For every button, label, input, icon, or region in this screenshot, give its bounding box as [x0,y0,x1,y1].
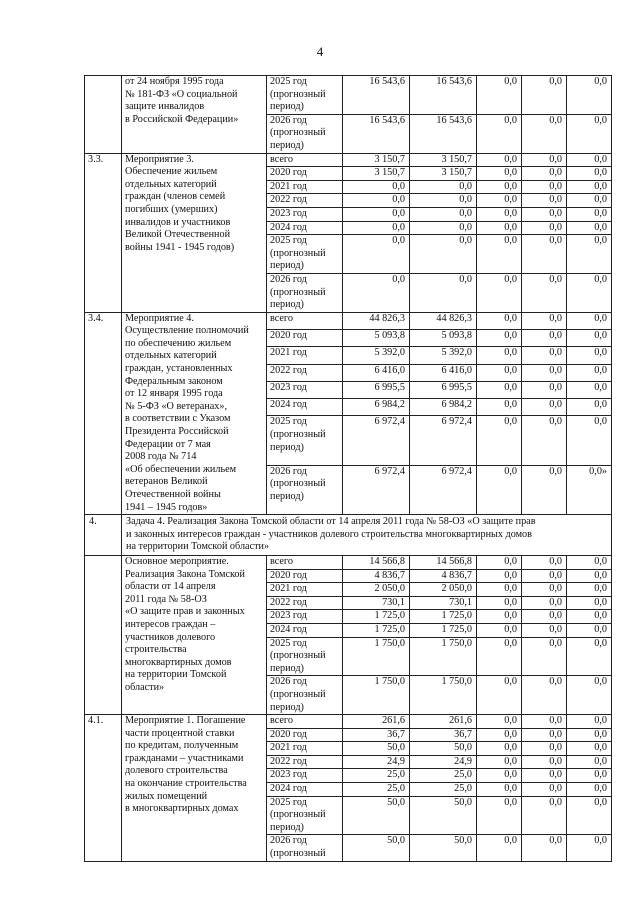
value-cell: 16 543,6 [343,76,410,115]
value-cell: 50,0 [343,742,410,756]
value-cell: 0,0 [567,742,612,756]
period-label: 2021 год [267,347,343,364]
value-cell: 0,0 [522,623,567,637]
value-cell: 0,0 [477,76,522,115]
value-cell: 24,9 [343,755,410,769]
value-cell: 5 392,0 [410,347,477,364]
period-label: 2026 год (прогнозный период) [267,465,343,514]
period-label: 2026 год (прогнозный период) [267,273,343,312]
value-cell: 0,0 [522,207,567,221]
value-cell: 0,0 [567,235,612,274]
task-row [85,515,612,556]
value-cell: 0,0 [567,583,612,597]
period-label: 2026 год (прогнозный период) [267,676,343,715]
value-cell: 1 750,0 [410,637,477,676]
value-cell: 0,0 [522,596,567,610]
value-cell: 0,0 [477,583,522,597]
row-number [85,76,122,154]
value-cell: 0,0 [522,835,567,861]
value-cell: 0,0 [477,555,522,569]
value-cell: 0,0 [343,180,410,194]
value-cell: 0,0 [477,194,522,208]
table-row [85,153,612,167]
period-label: 2022 год [267,755,343,769]
value-cell: 6 984,2 [410,399,477,416]
value-cell: 0,0 [567,416,612,465]
period-label: 2024 год [267,399,343,416]
value-cell: 0,0 [522,742,567,756]
value-cell: 0,0 [567,153,612,167]
measure-name: Мероприятие 1. Погашение части процентной ставки по кредитам, полученным гражданами – участниками долевого строительства на окончание строительства жилых помещений в многоквартирных домах [122,715,267,862]
value-cell: 0,0 [477,114,522,153]
period-label: 2021 год [267,180,343,194]
value-cell: 0,0 [522,416,567,465]
value-cell: 0,0 [477,167,522,181]
value-cell: 6 416,0 [410,364,477,381]
value-cell: 0,0 [567,273,612,312]
value-cell: 0,0 [477,637,522,676]
value-cell: 1 750,0 [343,676,410,715]
value-cell: 0,0 [567,221,612,235]
value-cell: 44 826,3 [343,312,410,329]
value-cell: 0,0 [567,623,612,637]
value-cell: 0,0 [567,399,612,416]
value-cell: 0,0 [567,755,612,769]
period-label: 2022 год [267,364,343,381]
value-cell: 0,0 [567,194,612,208]
value-cell: 0,0 [567,347,612,364]
value-cell: 0,0 [522,167,567,181]
value-cell: 0,0 [477,221,522,235]
value-cell: 0,0» [567,465,612,514]
value-cell: 730,1 [343,596,410,610]
value-cell: 1 750,0 [343,637,410,676]
value-cell: 0,0 [477,755,522,769]
value-cell: 0,0 [522,465,567,514]
value-cell: 0,0 [522,114,567,153]
value-cell: 0,0 [477,742,522,756]
value-cell: 0,0 [477,329,522,346]
period-label: всего [267,153,343,167]
value-cell: 0,0 [522,194,567,208]
value-cell: 6 416,0 [343,364,410,381]
row-number: 4.1. [85,715,122,862]
value-cell: 0,0 [567,796,612,835]
value-cell: 0,0 [477,610,522,624]
value-cell: 0,0 [477,465,522,514]
value-cell: 25,0 [343,769,410,783]
value-cell: 0,0 [477,416,522,465]
value-cell: 0,0 [477,153,522,167]
measure-name: Основное мероприятие. Реализация Закона Томской области от 14 апреля 2011 года № 58-ОЗ «О защите прав и законных интересов граждан – участников долевого строительства многоквартирных домов на территории Томской области» [122,555,267,714]
period-label: 2025 год (прогнозный период) [267,796,343,835]
value-cell: 36,7 [410,728,477,742]
value-cell: 0,0 [522,769,567,783]
period-label: 2021 год [267,742,343,756]
value-cell: 50,0 [410,742,477,756]
value-cell: 0,0 [567,610,612,624]
value-cell: 14 566,8 [410,555,477,569]
value-cell: 0,0 [567,381,612,398]
value-cell: 0,0 [477,381,522,398]
value-cell: 3 150,7 [343,167,410,181]
value-cell: 0,0 [477,273,522,312]
program-table [84,75,612,862]
period-label: 2023 год [267,381,343,398]
value-cell: 0,0 [567,329,612,346]
value-cell: 4 836,7 [343,569,410,583]
value-cell: 0,0 [522,610,567,624]
value-cell: 2 050,0 [410,583,477,597]
row-number: 4. [85,515,122,556]
value-cell: 0,0 [410,273,477,312]
value-cell: 0,0 [522,221,567,235]
value-cell: 4 836,7 [410,569,477,583]
value-cell: 0,0 [477,312,522,329]
value-cell: 25,0 [410,783,477,797]
period-label: 2021 год [267,583,343,597]
value-cell: 0,0 [567,835,612,861]
value-cell: 0,0 [522,569,567,583]
value-cell: 0,0 [567,312,612,329]
value-cell: 0,0 [410,194,477,208]
value-cell: 0,0 [522,76,567,115]
task-title: Задача 4. Реализация Закона Томской области от 14 апреля 2011 года № 58-ОЗ «О защите прав и законных интересов граждан - участников долевого строительства многоквартирных домов на территории Томской области» [122,515,612,556]
value-cell: 0,0 [522,637,567,676]
value-cell: 44 826,3 [410,312,477,329]
value-cell: 0,0 [477,796,522,835]
value-cell: 0,0 [343,235,410,274]
value-cell: 0,0 [477,715,522,729]
value-cell: 16 543,6 [410,76,477,115]
value-cell: 0,0 [567,783,612,797]
value-cell: 0,0 [567,715,612,729]
value-cell: 0,0 [567,555,612,569]
value-cell: 16 543,6 [343,114,410,153]
value-cell: 1 725,0 [343,623,410,637]
value-cell: 0,0 [343,207,410,221]
value-cell: 0,0 [477,769,522,783]
value-cell: 261,6 [343,715,410,729]
value-cell: 0,0 [522,783,567,797]
value-cell: 0,0 [477,623,522,637]
value-cell: 1 725,0 [410,610,477,624]
value-cell: 1 725,0 [410,623,477,637]
period-label: 2023 год [267,610,343,624]
value-cell: 6 972,4 [343,416,410,465]
value-cell: 0,0 [477,783,522,797]
value-cell: 6 972,4 [343,465,410,514]
value-cell: 0,0 [522,728,567,742]
value-cell: 0,0 [477,364,522,381]
period-label: 2025 год (прогнозный период) [267,416,343,465]
value-cell: 261,6 [410,715,477,729]
value-cell: 0,0 [522,312,567,329]
period-label: 2023 год [267,769,343,783]
value-cell: 0,0 [522,399,567,416]
period-label: 2025 год (прогнозный период) [267,637,343,676]
value-cell: 6 972,4 [410,465,477,514]
value-cell: 0,0 [522,329,567,346]
table-row [85,312,612,329]
value-cell: 0,0 [343,221,410,235]
value-cell: 0,0 [343,194,410,208]
value-cell: 0,0 [522,755,567,769]
value-cell: 5 093,8 [343,329,410,346]
value-cell: 3 150,7 [343,153,410,167]
value-cell: 6 995,5 [343,381,410,398]
value-cell: 25,0 [343,783,410,797]
value-cell: 0,0 [477,596,522,610]
value-cell: 0,0 [477,347,522,364]
value-cell: 24,9 [410,755,477,769]
value-cell: 5 392,0 [343,347,410,364]
value-cell: 0,0 [522,347,567,364]
period-label: 2020 год [267,569,343,583]
table-row [85,555,612,569]
value-cell: 2 050,0 [343,583,410,597]
value-cell: 1 725,0 [343,610,410,624]
value-cell: 0,0 [477,569,522,583]
value-cell: 0,0 [522,381,567,398]
period-label: всего [267,715,343,729]
value-cell: 0,0 [567,207,612,221]
period-label: 2023 год [267,207,343,221]
value-cell: 6 995,5 [410,381,477,398]
period-label: всего [267,312,343,329]
period-label: всего [267,555,343,569]
period-label: 2022 год [267,194,343,208]
value-cell: 0,0 [522,583,567,597]
value-cell: 0,0 [477,207,522,221]
measure-name: Мероприятие 4. Осуществление полномочий по обеспечению жильем отдельных категорий граждан, установленных Федеральным законом от 12 января 1995 года № 5-ФЗ «О ветеранах», в соответствии с Указом Президента Российской Федерации от 7 мая 2008 года № 714 «Об обеспечении жильем ветеранов Великой Отечественной войны 1941 – 1945 годов» [122,312,267,515]
table-row [85,715,612,729]
value-cell: 0,0 [567,114,612,153]
value-cell: 0,0 [522,364,567,381]
value-cell: 0,0 [522,555,567,569]
value-cell: 0,0 [477,235,522,274]
period-label: 2020 год [267,167,343,181]
value-cell: 0,0 [567,76,612,115]
value-cell: 0,0 [410,221,477,235]
value-cell: 0,0 [343,273,410,312]
period-label: 2026 год (прогнозный [267,835,343,861]
value-cell: 6 984,2 [343,399,410,416]
value-cell: 5 093,8 [410,329,477,346]
row-number: 3.4. [85,312,122,515]
value-cell: 0,0 [567,728,612,742]
value-cell: 0,0 [567,569,612,583]
value-cell: 3 150,7 [410,153,477,167]
value-cell: 50,0 [410,796,477,835]
value-cell: 0,0 [522,676,567,715]
value-cell: 0,0 [477,835,522,861]
value-cell: 0,0 [567,364,612,381]
value-cell: 50,0 [343,835,410,861]
measure-name: Мероприятие 3. Обеспечение жильем отдельных категорий граждан (членов семей погибших (умерших) инвалидов и участников Великой Отечественной войны 1941 - 1945 годов) [122,153,267,312]
value-cell: 0,0 [567,676,612,715]
value-cell: 0,0 [522,273,567,312]
value-cell: 0,0 [410,180,477,194]
value-cell: 0,0 [477,399,522,416]
value-cell: 0,0 [477,676,522,715]
page-number: 4 [316,44,324,59]
value-cell: 0,0 [567,596,612,610]
value-cell: 0,0 [410,235,477,274]
period-label: 2025 год (прогнозный период) [267,76,343,115]
value-cell: 0,0 [522,796,567,835]
value-cell: 16 543,6 [410,114,477,153]
value-cell: 14 566,8 [343,555,410,569]
value-cell: 0,0 [410,207,477,221]
value-cell: 0,0 [522,235,567,274]
value-cell: 25,0 [410,769,477,783]
period-label: 2022 год [267,596,343,610]
value-cell: 0,0 [522,153,567,167]
measure-name: от 24 ноября 1995 года № 181-ФЗ «О социальной защите инвалидов в Российской Федерации» [122,76,267,154]
value-cell: 0,0 [522,180,567,194]
value-cell: 50,0 [410,835,477,861]
value-cell: 50,0 [343,796,410,835]
period-label: 2026 год (прогнозный период) [267,114,343,153]
row-number [85,555,122,714]
value-cell: 0,0 [567,167,612,181]
value-cell: 0,0 [567,769,612,783]
value-cell: 0,0 [477,728,522,742]
table-row [85,76,612,115]
value-cell: 0,0 [567,637,612,676]
period-label: 2020 год [267,329,343,346]
period-label: 2025 год (прогнозный период) [267,235,343,274]
value-cell: 730,1 [410,596,477,610]
value-cell: 3 150,7 [410,167,477,181]
value-cell: 0,0 [522,715,567,729]
value-cell: 6 972,4 [410,416,477,465]
period-label: 2024 год [267,221,343,235]
value-cell: 0,0 [567,180,612,194]
row-number: 3.3. [85,153,122,312]
value-cell: 0,0 [477,180,522,194]
value-cell: 36,7 [343,728,410,742]
value-cell: 1 750,0 [410,676,477,715]
period-label: 2020 год [267,728,343,742]
period-label: 2024 год [267,783,343,797]
period-label: 2024 год [267,623,343,637]
